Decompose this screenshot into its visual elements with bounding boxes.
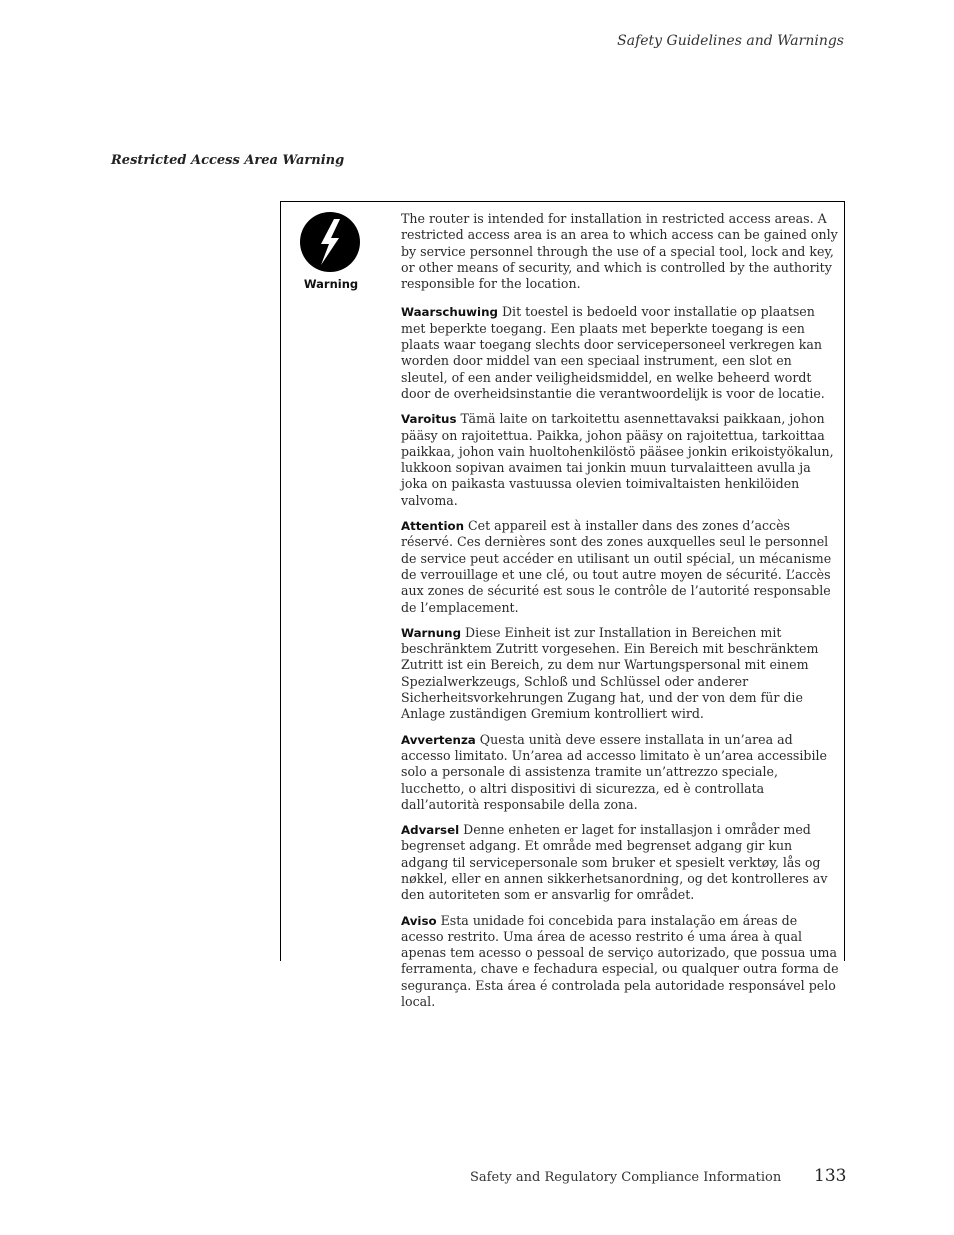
translation-french <box>401 518 839 616</box>
translation-text: Dit toestel is bedoeld voor installatie op plaatsen met beperkte toegang. Een plaats met beperkte toegang is een plaats waar toegang slechts door servicepersoneel verkregen kan worden door middel van een speciaal instrument, een slot en sleutel, of een ander veiligheidsmiddel, en welke beheerd wordt door de overheidsinstantie die verantwoordelijk is voor de locatie. <box>401 304 825 401</box>
translation-label: Varoitus <box>401 412 457 427</box>
translation-text: Denne enheten er laget for installasjon i områder med begrenset adgang. Et område med begrenset adgang gir kun adgang til servicepersonale som bruker et spesielt verktøy, lås og nøkkel, eller en annen sikkerhetsanordning, og det kontrolleres av den autoriteten som er ansvarlig for området. <box>401 822 828 903</box>
translation-label: Avvertenza <box>401 732 476 747</box>
translation-italian <box>401 732 839 813</box>
page-number: 133 <box>814 1166 847 1186</box>
translation-dutch <box>401 304 839 402</box>
translation-label: Warnung <box>401 625 462 640</box>
lightning-bolt-icon <box>299 211 361 273</box>
translation-finnish <box>401 411 839 509</box>
translation-label: Advarsel <box>401 823 460 838</box>
warning-box <box>280 201 845 1010</box>
translation-label: Waarschuwing <box>401 305 498 320</box>
warning-text <box>401 211 839 1019</box>
footer-doc-title: Safety and Regulatory Compliance Information <box>470 1170 782 1185</box>
section-title: Restricted Access Area Warning <box>111 153 345 168</box>
translation-portuguese <box>401 913 839 1011</box>
warning-label: Warning <box>303 277 359 291</box>
translation-text: Esta unidade foi concebida para instalação em áreas de acesso restrito. Uma área de acesso restrito é uma área à qual apenas tem acesso o pessoal de serviço autorizado, que possua uma ferramenta, chave e fechadura especial, ou qualquer outra forma de segurança. Esta área é controlada pela autoridade responsável pelo local. <box>401 912 839 1010</box>
translation-text: Tämä laite on tarkoitettu asennettavaksi paikkaan, johon pääsy on rajoitettua. Paikka, johon pääsy on rajoitettua, tarkoittaa paikkaa, johon vain huoltohenkilöstö pääsee jonkin erikoistyökalun, lukkoon sopivan avaimen tai jonkin muun turvalaitteen avulla ja joka on paikasta vastuussa olevien toimivaltaisten henkilöiden valvoma. <box>401 411 834 508</box>
running-header: Safety Guidelines and Warnings <box>617 33 844 49</box>
warning-intro-text: The router is intended for installation in restricted access areas. A restricted access area is an area to which access can be gained only by service personnel through the use of a special tool, lock and key, or other means of security, and which is controlled by the authority responsible for the location. <box>401 211 838 292</box>
translation-text: Cet appareil est à installer dans des zones d’accès réservé. Ces dernières sont des zones auxquelles seul le personnel de service peut accéder en utilisant un outil spécial, un mécanisme de verrouillage et une clé, ou tout autre moyen de sécurité. L’accès aux zones de sécurité est sous le contrôle de l’autorité responsable de l’emplacement. <box>401 518 832 615</box>
translation-text: Questa unità deve essere installata in un’area ad accesso limitato. Un’area ad accesso limitato è un’area accessibile solo a personale di assistenza tramite un’attrezzo speciale, lucchetto, o altri dispositivi di sicurezza, ed è controllata dall’autorità responsabile della zona. <box>401 731 827 812</box>
translation-label: Attention <box>401 519 464 534</box>
translation-german <box>401 625 839 723</box>
translation-text: Diese Einheit ist zur Installation in Bereichen mit beschränktem Zutritt vorgesehen. Ein Bereich mit beschränktem Zutritt ist ein Bereich, zu dem nur Wartungspersonal mit einem Spezialwerkzeugs, Schloß und Schlüssel oder anderer Sicherheitsvorkehrungen Zugang hat, und der von dem für die Anlage zuständigen Gremium kontrolliert wird. <box>401 624 819 722</box>
translation-norwegian <box>401 822 839 903</box>
translation-label: Aviso <box>401 913 437 928</box>
